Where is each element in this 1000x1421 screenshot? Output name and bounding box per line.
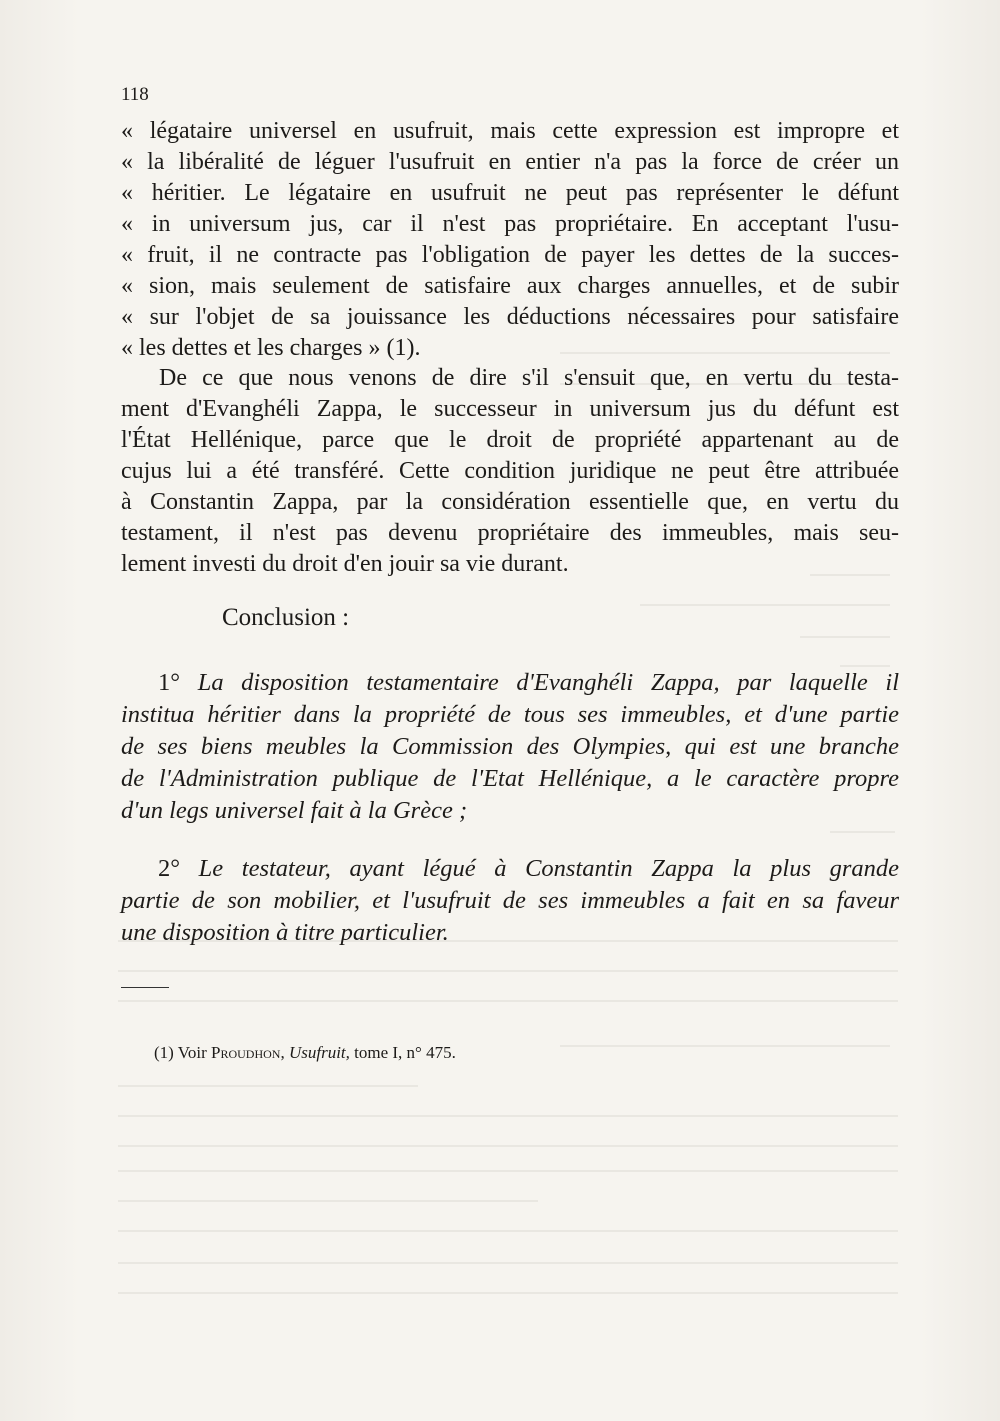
conclusion-line: une disposition à titre particulier.	[121, 919, 449, 946]
quote-line: « héritier. Le légataire en usufruit ne peut pas représenter le défunt	[121, 180, 899, 206]
quotation-paragraph	[121, 116, 899, 364]
paragraph-line: ment d'Evanghéli Zappa, le successeur in universum jus du défunt est	[121, 396, 899, 422]
quote-line: « la libéralité de léguer l'usufruit en entier n'a pas la force de créer un	[121, 149, 899, 175]
quote-line: « légataire universel en usufruit, mais cette expression est impropre et	[121, 118, 899, 144]
conclusion-text: La disposition testamentaire d'Evanghéli Zappa, par laquelle il	[197, 669, 900, 696]
conclusion-number: 1°	[158, 669, 181, 696]
conclusion-line: de ses biens meubles la Commission des Olympies, qui est une branche	[121, 733, 899, 760]
footnote-author: Proudhon,	[211, 1043, 285, 1062]
footnote	[154, 1043, 456, 1063]
paragraph-line: De ce que nous venons de dire s'il s'ensuit que, en vertu du testa-	[159, 365, 899, 391]
conclusion-line	[121, 853, 899, 885]
footnote-marker: (1) Voir	[154, 1043, 207, 1062]
page-number: 118	[121, 84, 149, 105]
quote-line: « sur l'objet de sa jouissance les déductions nécessaires pour satisfaire	[121, 304, 899, 330]
conclusion-text: Le testateur, ayant légué à Constantin Zappa la plus grande	[198, 855, 899, 882]
quote-line: « fruit, il ne contracte pas l'obligation de payer les dettes de la succes-	[121, 242, 899, 268]
quote-line: « les dettes et les charges » (1).	[121, 335, 421, 361]
conclusion-line: institua héritier dans la propriété de tous ses immeubles, et d'une partie	[121, 701, 899, 728]
conclusion-line: d'un legs universel fait à la Grèce ;	[121, 797, 468, 824]
quote-line: « sion, mais seulement de satisfaire aux charges annuelles, et de subir	[121, 273, 899, 299]
footnote-reference: tome I, n° 475.	[354, 1043, 456, 1062]
conclusion-item-2	[121, 853, 899, 949]
conclusion-line: de l'Administration publique de l'Etat Hellénique, a le caractère propre	[121, 765, 899, 792]
paragraph-line: à Constantin Zappa, par la considération essentielle que, en vertu du	[121, 489, 899, 515]
paragraph-line: testament, il n'est pas devenu propriétaire des immeubles, mais seu-	[121, 520, 899, 546]
conclusion-item-1	[121, 667, 899, 827]
section-heading: Conclusion :	[222, 604, 350, 631]
conclusion-number: 2°	[158, 855, 181, 882]
quote-line: « in universum jus, car il n'est pas propriétaire. En acceptant l'usu-	[121, 211, 899, 237]
conclusion-line: partie de son mobilier, et l'usufruit de ses immeubles a fait en sa faveur	[121, 887, 899, 914]
paragraph-line: l'État Hellénique, parce que le droit de propriété appartenant au de	[121, 427, 899, 453]
paragraph-line: cujus lui a été transféré. Cette condition juridique ne peut être attribuée	[121, 458, 899, 484]
body-paragraph	[121, 363, 899, 580]
footnote-work: Usufruit,	[288, 1043, 350, 1062]
footnote-divider	[121, 987, 169, 988]
conclusion-line	[121, 667, 899, 699]
paragraph-line: lement investi du droit d'en jouir sa vie durant.	[121, 551, 569, 577]
